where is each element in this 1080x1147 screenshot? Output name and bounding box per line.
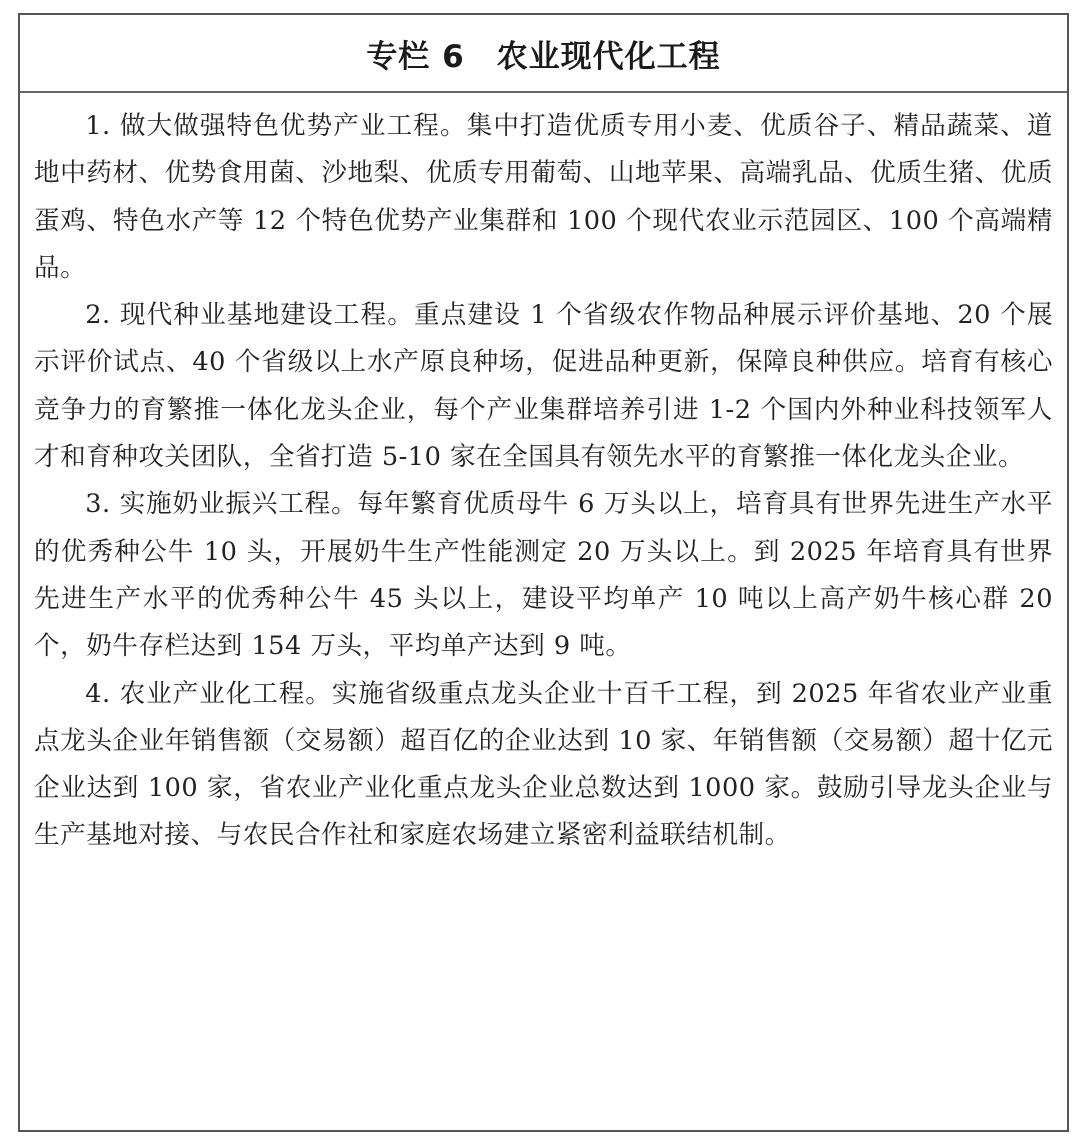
paragraph-2: 2. 现代种业基地建设工程。重点建设 1 个省级农作物品种展示评价基地、20 个展示评价试点、40 个省级以上水产原良种场，促进品种更新，保障良种供应。培育有核心竞争力的育繁推一体化龙头企业，每个产业集群培养引进 1-2 个国内外种业科技领军人才和育种攻关团队，全省打造 5-10 家在全国具有领先水平的育繁推一体化龙头企业。 xyxy=(34,300,1053,473)
paragraph-3: 3. 实施奶业振兴工程。每年繁育优质母牛 6 万头以上，培育具有世界先进生产水平的优秀种公牛 10 头，开展奶牛生产性能测定 20 万头以上。到 2025 年培育具有世界先进生产水平的优秀种公牛 45 头以上，建设平均单产 10 吨以上高产奶牛核心群 20 个，奶牛存栏达到 154 万头，平均单产达到 9 吨。 xyxy=(34,489,1053,662)
column-header xyxy=(20,15,1067,93)
column-box xyxy=(18,13,1069,1132)
paragraph-4: 4. 农业产业化工程。实施省级重点龙头企业十百千工程，到 2025 年省农业产业重点龙头企业年销售额（交易额）超百亿的企业达到 10 家、年销售额（交易额）超十亿元企业达到 100 家，省农业产业化重点龙头企业总数达到 1000 家。鼓励引导龙头企业与生产基地对接、与农民合作社和家庭农场建立紧密利益联结机制。 xyxy=(34,678,1053,851)
column-body xyxy=(20,93,1067,860)
paragraph-1: 1. 做大做强特色优势产业工程。集中打造优质专用小麦、优质谷子、精品蔬菜、道地中药材、优势食用菌、沙地梨、优质专用葡萄、山地苹果、高端乳品、优质生猪、优质蛋鸡、特色水产等 12 个特色优势产业集群和 100 个现代农业示范园区、100 个高端精品。 xyxy=(34,111,1053,283)
column-title: 专栏 6 农业现代化工程 xyxy=(366,38,721,75)
